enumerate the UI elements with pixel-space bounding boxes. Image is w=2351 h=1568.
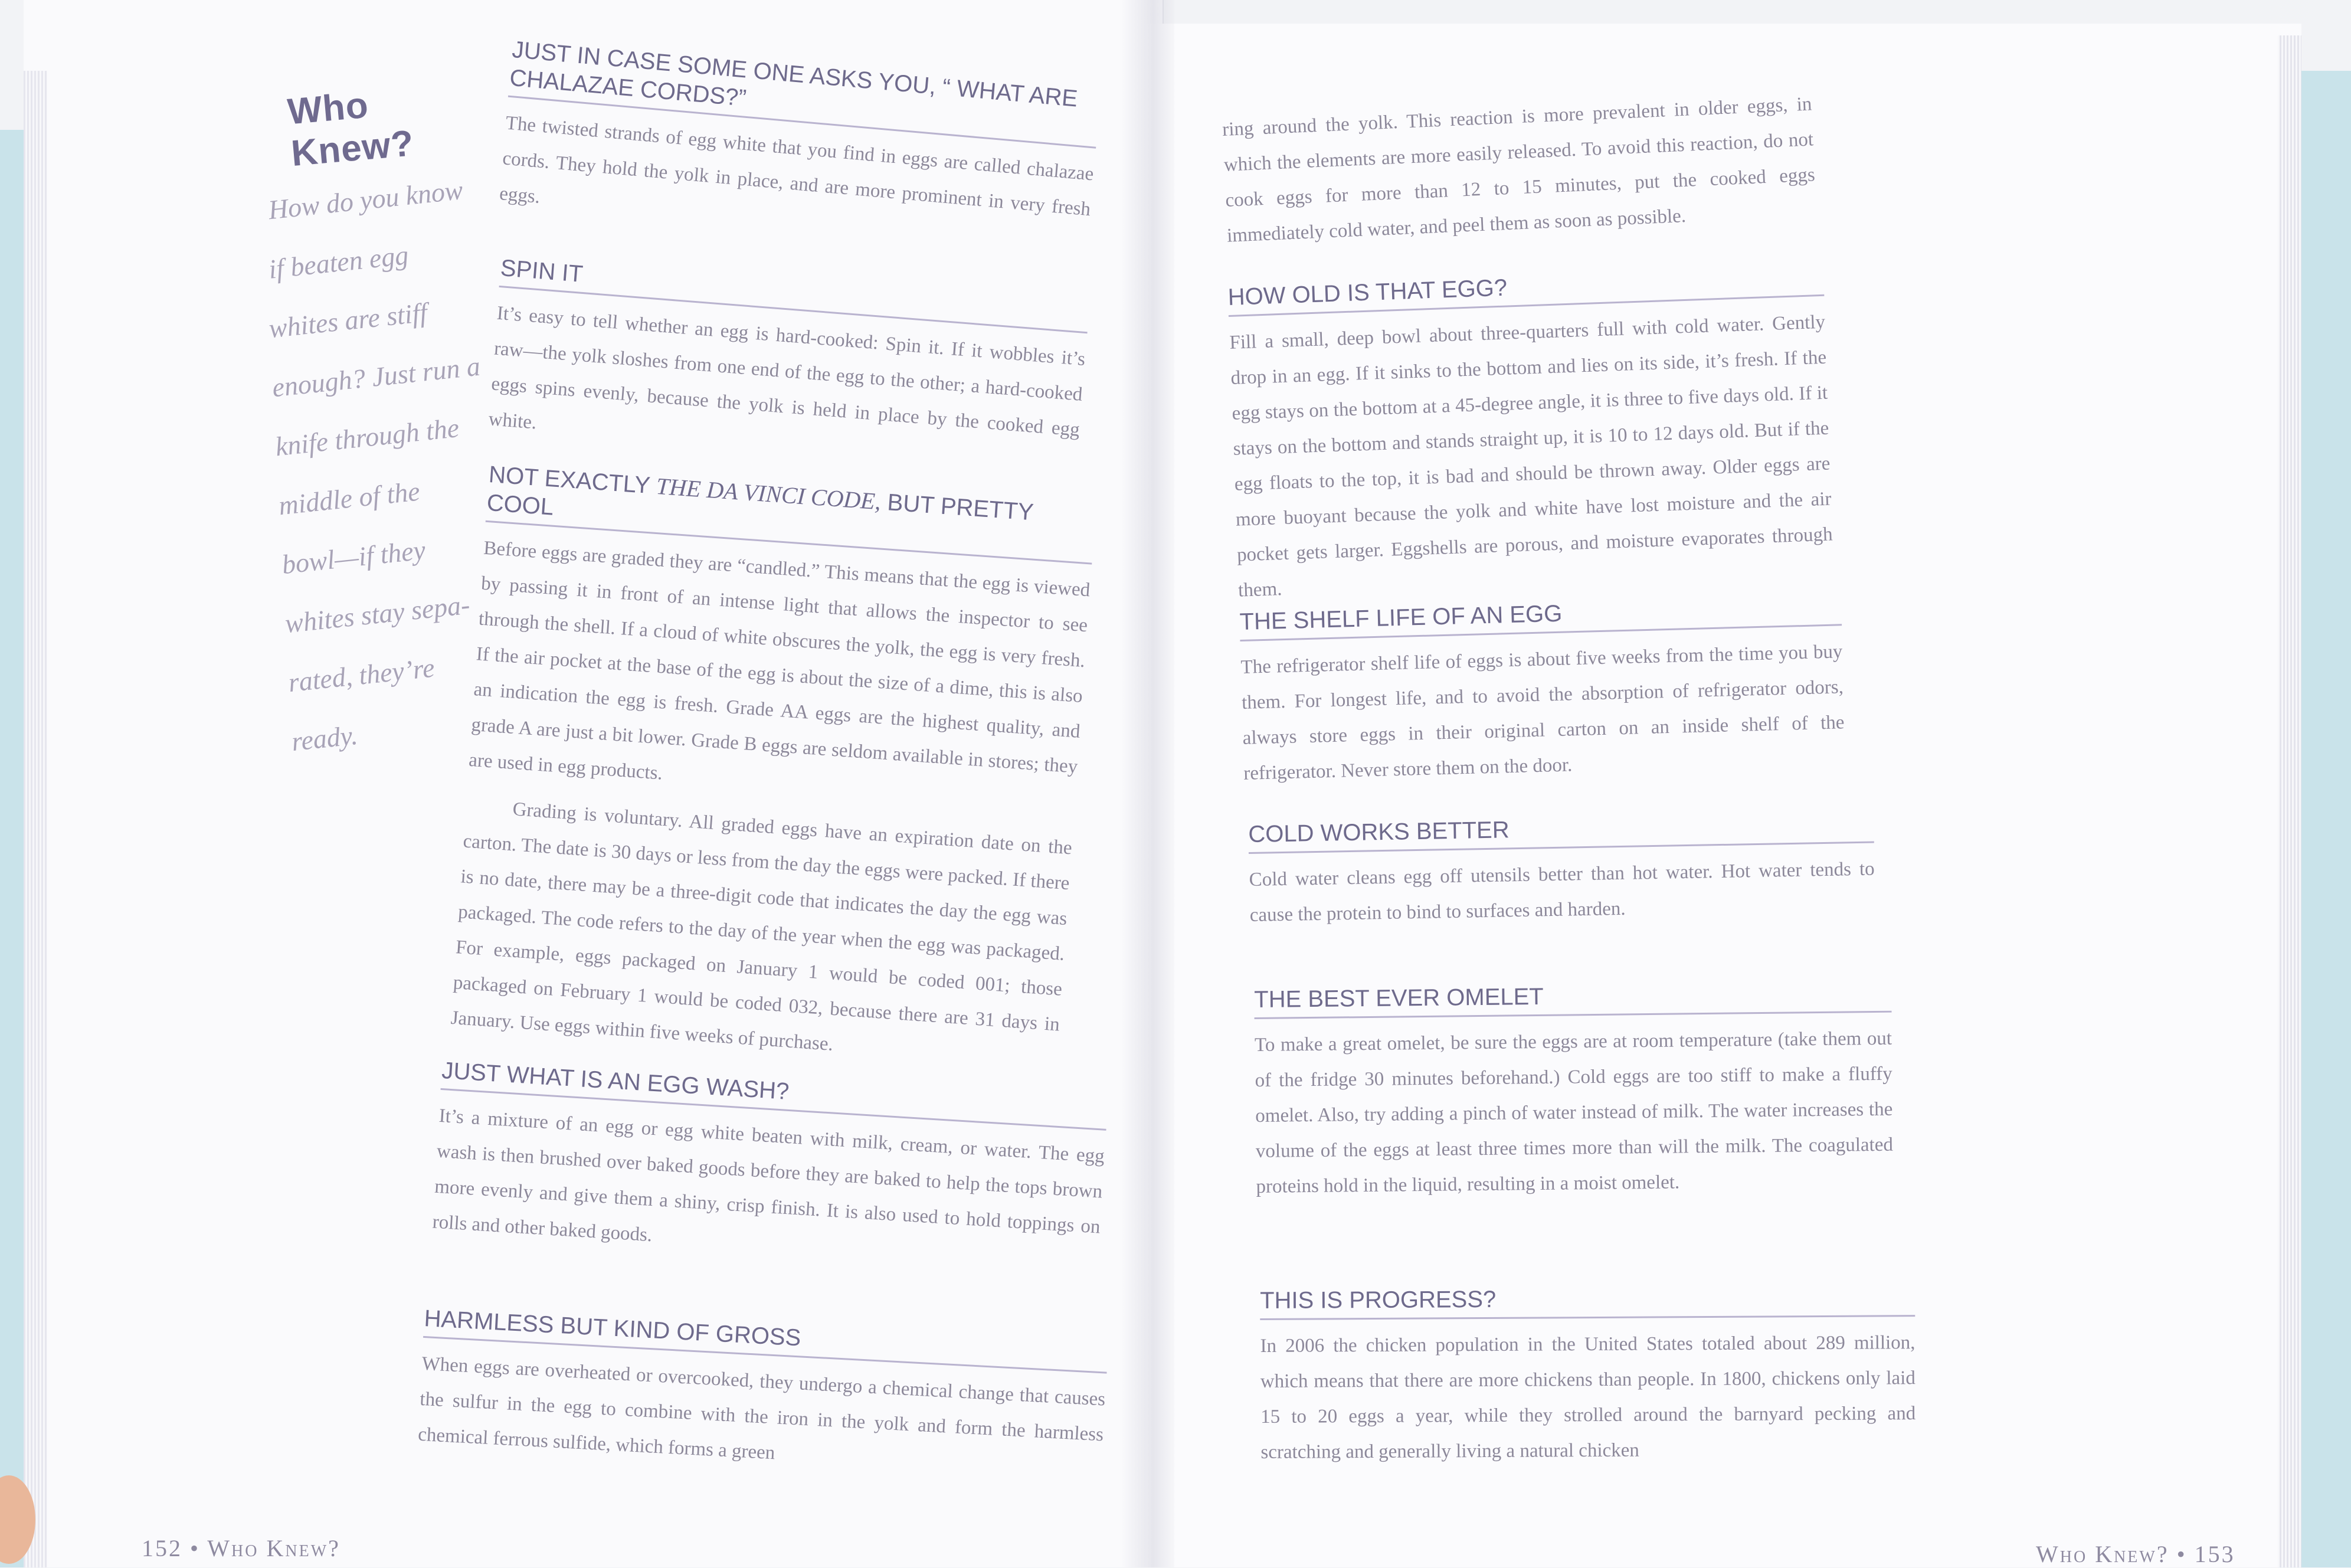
article-heading: THIS IS PROGRESS? [1260, 1283, 1915, 1320]
article-egg-wash [431, 1056, 1108, 1280]
sidebar-line: rated, they’re [287, 652, 436, 698]
article-body: The twisted strands of egg white that you find in eggs are called chalazae cords. They hold the yolk in place, and are more prominent in very fresh eggs. [498, 112, 1095, 221]
article-body: When eggs are overheated or overcooked, they undergo a chemical change that causes the sulfur in the egg to combine with the iron in the yolk and form the harmless chemical ferrous sulfide, which forms a green [417, 1353, 1106, 1464]
article-body: Grading is voluntary. All graded eggs have an expiration date on the carton. The date is 30 days or less from the day the eggs were packed. If there is no date, there may be a three-digit code that indicates the day the egg was packaged. The code refers to the day of the year when the egg was packaged. For example, eggs packaged on January 1 would be coded 001; those packaged on February 1 would be coded 032, because there are 31 days in January. Use eggs within five weeks of purchase. [450, 798, 1073, 1055]
heading-text: BUT PRETTY COOL [486, 489, 1034, 526]
article-body: Cold water cleans egg off utensils better than hot water. Hot water tends to cause the protein to bind to surfaces and harden. [1249, 858, 1875, 926]
sidebar-line: whites stay sepa- [283, 589, 471, 639]
article-heading: SPIN IT [499, 254, 1090, 333]
article-continued [1222, 86, 1818, 253]
article-body: Fill a small, deep bowl about three-quarters full with cold water. Gently drop in an egg. If it sinks to the bottom and lies on its side, it’s fresh. If the egg stays on the bottom at a 45-degree angle, it is three to five days old. If it stays on the bottom and stands straight up, it is 10 to 12 days old. But if the egg floats to the top, it is bad and should be thrown away. Older eggs are more buoyant because the yolk and white have lost moisture and the air pocket gets larger. Eggshells are porous, and moisture evaporates through them. [1229, 311, 1833, 601]
heading-text: NOT EXACTLY [487, 461, 657, 499]
article-heading: THE SHELF LIFE OF AN EGG [1239, 592, 1842, 641]
article-heading: THE BEST EVER OMELET [1254, 979, 1892, 1019]
article-candling [450, 460, 1096, 1078]
left-page [24, 0, 1164, 1567]
sidebar-line: enough? Just run a [270, 351, 482, 403]
sidebar-line: if beaten egg [267, 240, 410, 284]
article-body: The refrigerator shelf life of eggs is about five weeks from the time you buy them. For longest life, and to avoid the absorption of refrigerator odors, always store eggs in their original carton on an inside shelf of the refrigerator. Never store them on the door. [1240, 641, 1845, 784]
article-body: In 2006 the chicken population in the United States totaled about 289 million, which means that there are more chickens than people. In 1800, chickens only laid 15 to 20 eggs a year, while they strolled around the barnyard pecking and scratching and generally living a natural chicken [1260, 1332, 1916, 1463]
article-body: To make a great omelet, be sure the eggs are at room temperature (take them out of the fridge 30 minutes beforehand.) Cold eggs are too stiff to make a fluffy omelet. Also, try adding a pinch of water instead of milk. The water increases the volume of the eggs at least three times more than will the milk. The coagulated proteins hold in the liquid, resulting in a moist omelet. [1254, 1027, 1894, 1197]
page-footer-right: Who Knew? • 153 [2036, 1541, 2235, 1567]
article-heading: JUST WHAT IS AN EGG WASH? [441, 1056, 1108, 1131]
sidebar-line: knife through the [274, 412, 461, 462]
page-edges-left [24, 71, 47, 1567]
sidebar-line: How do you know [267, 175, 464, 225]
article-body: It’s a mixture of an egg or egg white beaten with milk, cream, or water. The egg wash is then brushed over baked goods before they are baked to help the tops brown more evenly and give them a shiny, crisp finish. It is also used to hold toppings on rolls and other baked goods. [431, 1105, 1105, 1246]
article-body: ring around the yolk. This reaction is more prevalent in older eggs, in which the elements are more easily released. To avoid this reaction, do not cook eggs for more than 12 to 15 minutes, put the cooked eggs immediately cold water, and peel them as soon as possible. [1222, 93, 1816, 247]
article-heading: JUST IN CASE SOME ONE ASKS YOU, “ WHAT ARE CHALAZAE CORDS?” [508, 35, 1101, 149]
sidebar-line: ready. [290, 719, 359, 757]
page-edges-right [2278, 35, 2301, 1567]
article-spin-it [487, 254, 1090, 483]
article-body: It’s easy to tell whether an egg is hard-cooked: Spin it. If it wobbles it’s raw—the yolk sloshes from one end of the egg to the other; a hard-cooked eggs spins evenly, because the yolk is held in place by the cooked egg white. [487, 302, 1086, 441]
article-chalazae [498, 35, 1101, 263]
article-cold-works [1248, 810, 1875, 933]
who-knew-sidebar [236, 83, 484, 774]
book-gutter [1121, 0, 1174, 1567]
article-heading: HOW OLD IS THAT EGG? [1227, 263, 1824, 317]
sidebar-title: Who Knew? [286, 84, 416, 175]
sidebar-line: whites are stiff [267, 297, 429, 344]
article-shelf-life [1239, 592, 1846, 791]
article-how-old [1227, 263, 1835, 608]
article-body: Before eggs are graded they are “candled.” This means that the egg is viewed by passing it in front of an intense light that allows the inspector to see through the shell. If a cloud of white obscures the yolk, the egg is very fresh. If the air pocket at the base of the egg is about the size of a dime, this is also an indication the egg is fresh. Grade AA eggs are the highest quality, and grade A are just a bit lower. Grade B eggs are seldom available in stores; they are used in egg products. [468, 537, 1091, 784]
article-omelet [1254, 979, 1894, 1204]
article-heading: HARMLESS BUT KIND OF GROSS [423, 1304, 1108, 1374]
book-cover-right [2298, 71, 2351, 1567]
sidebar-line: middle of the [277, 476, 421, 521]
article-progress [1260, 1283, 1916, 1470]
article-harmless-gross [417, 1304, 1109, 1488]
page-footer-left: 152 • Who Knew? [142, 1535, 340, 1562]
article-heading: COLD WORKS BETTER [1248, 810, 1874, 854]
heading-book-title: THE DA VINCI CODE, [655, 472, 882, 515]
sidebar-line: bowl—if they [280, 535, 427, 580]
right-page [1145, 24, 2301, 1567]
